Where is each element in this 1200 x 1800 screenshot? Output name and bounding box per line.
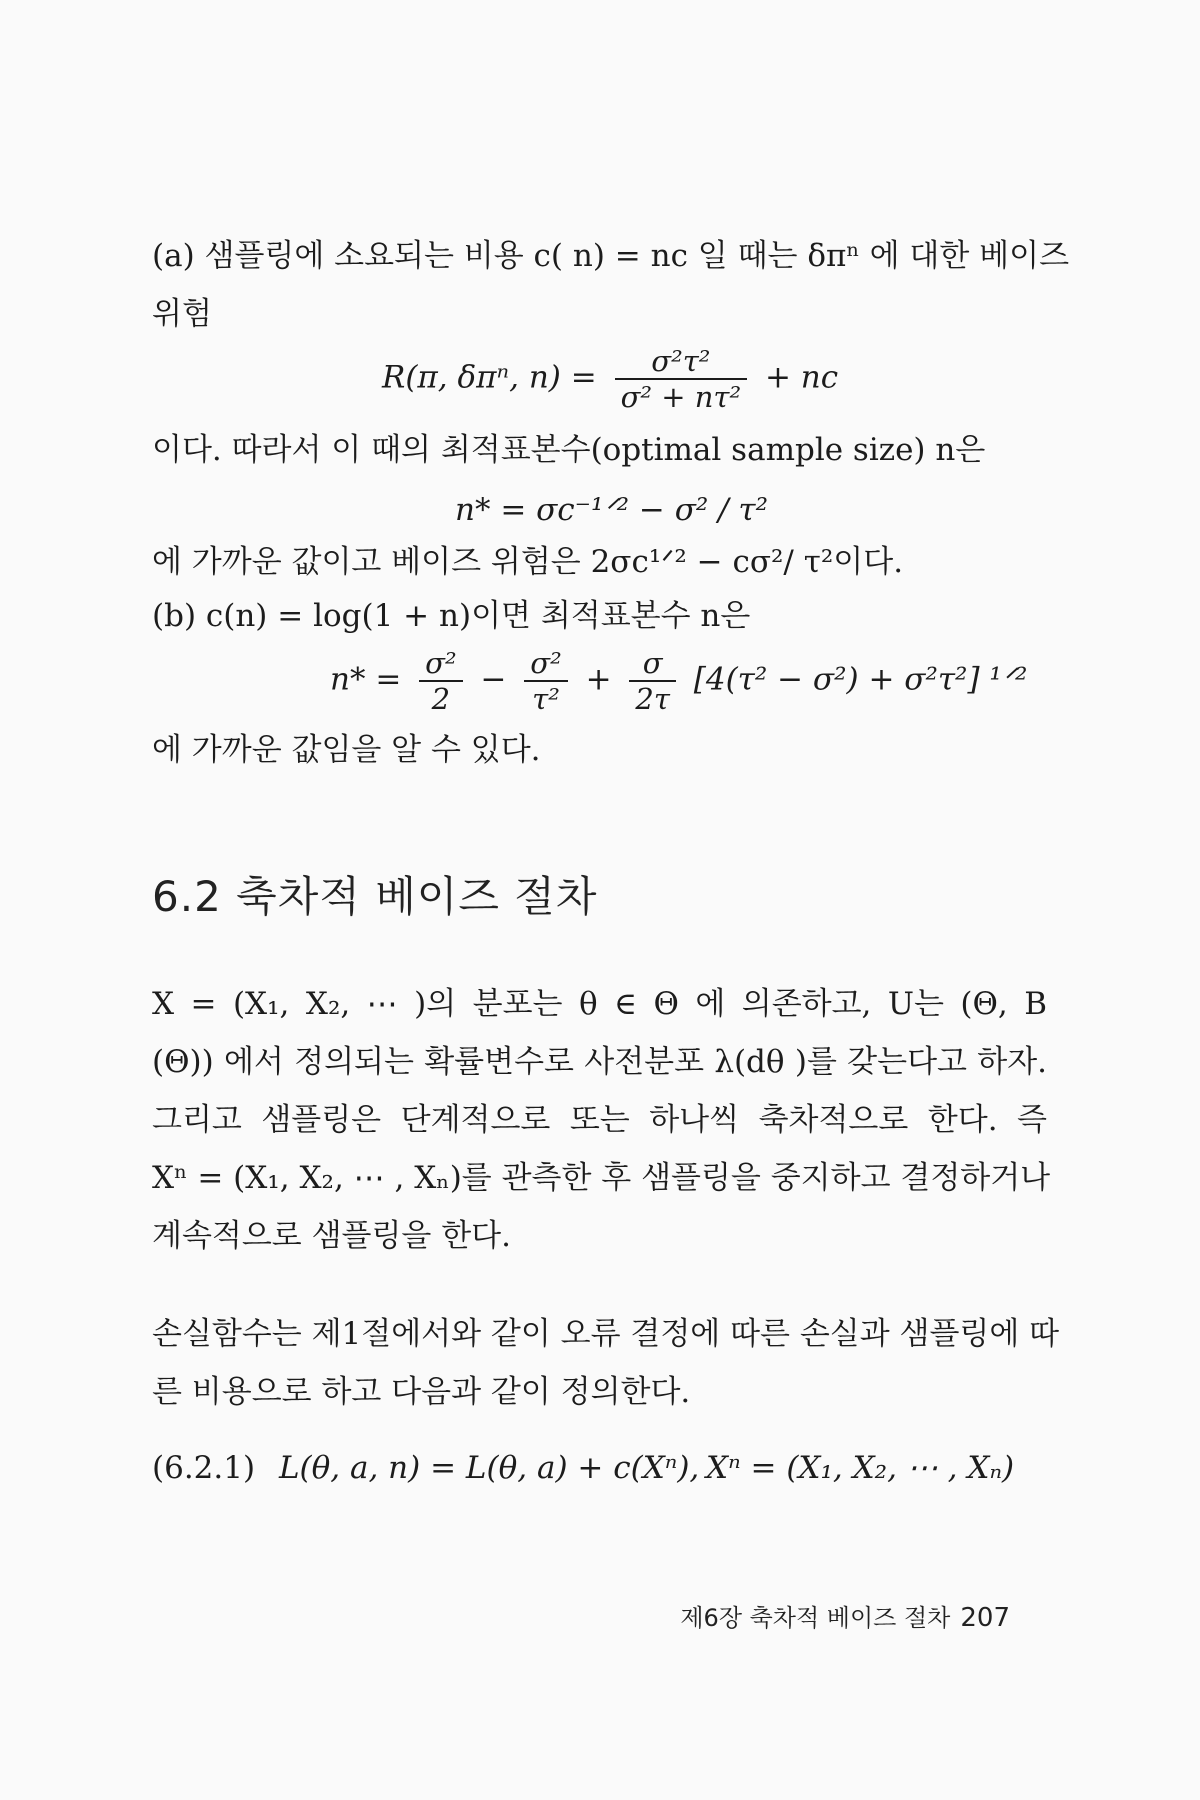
para-a-line-3: 이다. 따라서 이 때의 최적표본수(optimal sample size) n은 [152, 432, 986, 468]
eq-621-rhs: Xⁿ = (X₁, X₂, ⋯ , Xₙ) [706, 1450, 1015, 1486]
eq-b-tail: [4(τ² − σ²) + σ²τ²] ¹ᐟ² [693, 661, 1028, 698]
eq-b-f2-numerator: σ² [530, 646, 562, 680]
eq-b-f1-numerator: σ² [425, 646, 457, 680]
para-a-line-1: (a) 샘플링에 소요되는 비용 c( n) = nc 일 때는 δπⁿ 에 대한 베이즈 [152, 238, 1070, 274]
eq1-fraction [615, 344, 748, 414]
equation-optimal-n-log [330, 646, 1027, 716]
eq-b-fraction-1 [419, 646, 462, 716]
para-c-line-4: Xⁿ = (X₁, X₂, ⋯ , Xₙ)를 관측한 후 샘플링을 중지하고 결정하거나 [152, 1160, 1051, 1196]
eq1-lhs: R(π, δπⁿ, n) = [382, 359, 597, 396]
equation-optimal-n: n* = σc⁻¹ᐟ² − σ² / τ² [455, 492, 769, 528]
page-number: 207 [960, 1603, 1010, 1633]
eq-b-f1-denominator: 2 [419, 680, 462, 716]
para-c-line-5: 계속적으로 샘플링을 한다. [152, 1218, 511, 1254]
eq-b-minus: − [480, 661, 507, 698]
para-c-line-2: (Θ)) 에서 정의되는 확률변수로 사전분포 λ(dθ )를 갖는다고 하자. [152, 1044, 1047, 1080]
eq-b-plus: + [585, 661, 612, 698]
para-a-line-2: 위험 [152, 296, 212, 332]
para-d-line-2: 른 비용으로 하고 다음과 같이 정의한다. [152, 1374, 691, 1410]
eq-621-body: L(θ, a, n) = L(θ, a) + c(Xⁿ), [278, 1450, 700, 1486]
eq1-rhs: + nc [764, 359, 839, 396]
footer-chapter: 제6장 축차적 베이즈 절차 [680, 1604, 951, 1632]
equation-bayes-risk [382, 344, 838, 414]
para-d-line-1: 손실함수는 제1절에서와 같이 오류 결정에 따른 손실과 샘플링에 따 [152, 1316, 1060, 1352]
eq-b-f3-numerator: σ [642, 646, 663, 680]
para-c-line-3: 그리고 샘플링은 단계적으로 또는 하나씩 축차적으로 한다. 즉 [152, 1102, 1047, 1138]
eq-b-f2-denominator: τ² [524, 680, 567, 716]
section-title: 6.2 축차적 베이즈 절차 [152, 872, 598, 921]
para-a-line-4: 에 가까운 값이고 베이즈 위험은 2σc¹ᐟ² − cσ²/ τ²이다. [152, 544, 904, 580]
eq1-numerator: σ²τ² [651, 344, 711, 378]
page-footer [680, 1602, 1010, 1634]
equation-6-2-1 [152, 1448, 699, 1488]
eq-b-fraction-2 [524, 646, 567, 716]
eq-b-lhs: n* = [330, 661, 402, 698]
para-b-line-1: (b) c(n) = log(1 + n)이면 최적표본수 n은 [152, 598, 751, 634]
para-c-line-1: X = (X₁, X₂, ⋯ )의 분포는 θ ∈ Θ 에 의존하고, U는 (Θ, B [152, 986, 1047, 1022]
eq-b-f3-denominator: 2τ [629, 680, 676, 716]
eq-b-fraction-3 [629, 646, 676, 716]
eq1-denominator: σ² + nτ² [615, 378, 748, 414]
eq-621-label: (6.2.1) [152, 1450, 256, 1486]
para-b-line-2: 에 가까운 값임을 알 수 있다. [152, 732, 541, 768]
